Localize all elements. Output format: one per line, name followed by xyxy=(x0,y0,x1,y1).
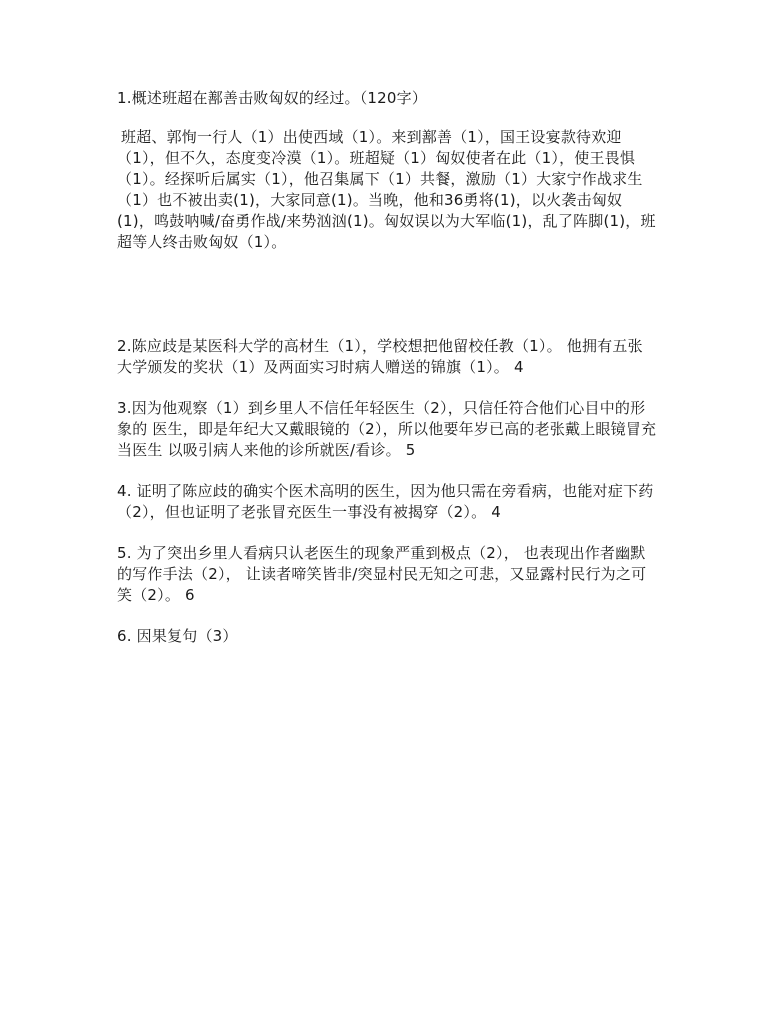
question-1-title: 1.概述班超在鄯善击败匈奴的经过。（120字） xyxy=(117,89,428,107)
question-3-answer: 3.因为他观察（1）到乡里人不信任年轻医生（2），只信任符合他们心目中的形象的 医生，即是年纪大又戴眼镜的（2），所以他要年岁已高的老张戴上眼镜冒充当医生 以吸引病人来他的诊所就医/看诊。 5 xyxy=(117,399,657,459)
spacer xyxy=(117,378,657,398)
question-1-answer: 班超、郭恂一行人（1）出使西域（1）。来到鄯善（1），国王设宴款待欢迎（1），但不久，态度变冷漠（1）。班超疑（1）匈奴使者在此（1），使王畏惧（1）。经探听后属实（1），他召集属下（1）共餐，激励（1）大家宁作战求生（1）也不被出卖(1)，大家同意(1)。当晚，他和36勇将(1)，以火袭击匈奴(1)，鸣鼓呐喊/奋勇作战/来势汹汹(1)。匈奴误以为大军临(1)，乱了阵脚(1)，班超等人终击败匈奴（1）。 xyxy=(117,128,656,251)
question-5-answer: 5. 为了突出乡里人看病只认老医生的现象严重到极点（2）， 也表现出作者幽默的写作手法（2）， 让读者啼笑皆非/突显村民无知之可悲，又显露村民行为之可笑（2）。 6 xyxy=(117,544,647,604)
spacer xyxy=(117,523,657,543)
question-6-answer: 6. 因果复句（3） xyxy=(117,627,238,645)
spacer xyxy=(117,606,657,626)
answer-sheet xyxy=(117,88,657,647)
question-2-answer: 2.陈应歧是某医科大学的高材生（1），学校想把他留校任教（1）。 他拥有五张大学颁发的奖状（1）及两面实习时病人赠送的锦旗（1）。 4 xyxy=(117,337,643,376)
question-4-answer: 4. 证明了陈应歧的确实个医术高明的医生，因为他只需在旁看病，也能对症下药 （2），但也证明了老张冒充医生一事没有被揭穿（2）。 4 xyxy=(117,482,654,521)
spacer xyxy=(117,461,657,481)
spacer xyxy=(117,253,657,336)
